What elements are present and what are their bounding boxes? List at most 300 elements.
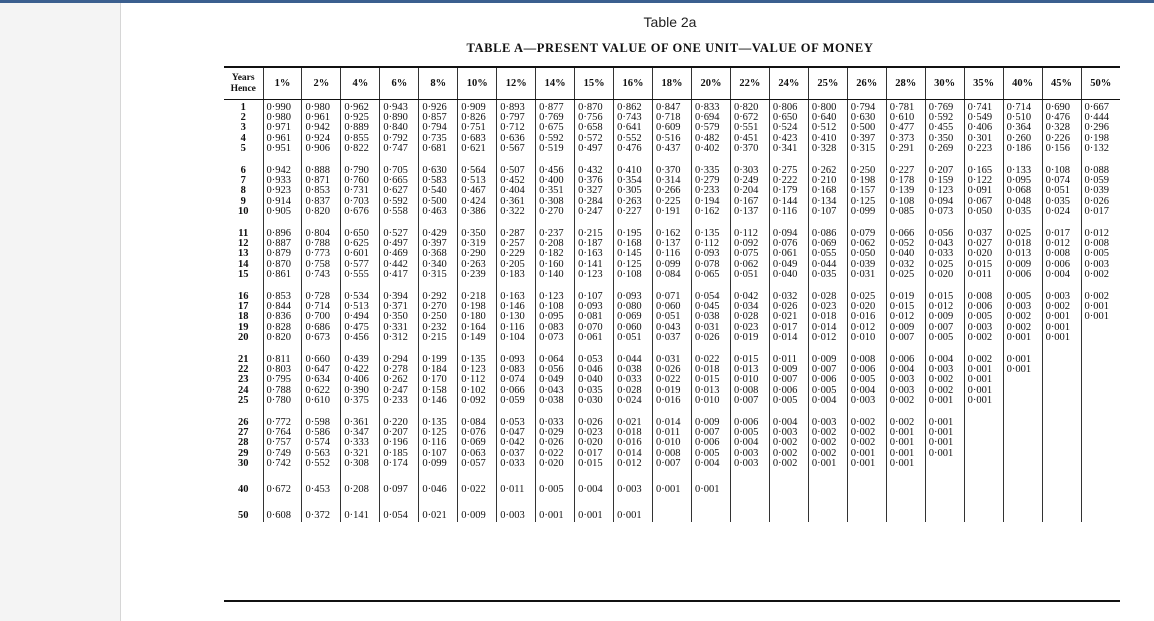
group-spacer: [224, 469, 1120, 482]
value-cell: 0·804: [302, 226, 341, 239]
spacer-cell: [808, 154, 847, 163]
rate-header: 2%: [302, 67, 341, 100]
value-cell: 0·980: [302, 100, 341, 114]
spacer-cell: [263, 406, 302, 415]
value-cell: [1003, 396, 1042, 406]
rate-header: 1%: [263, 67, 302, 100]
value-cell: 0·683: [458, 134, 497, 144]
value-cell: 0·040: [769, 270, 808, 280]
value-cell: 0·108: [1042, 163, 1081, 176]
value-cell: 0·001: [925, 396, 964, 406]
value-cell: 0·116: [497, 323, 536, 333]
value-cell: 0·524: [769, 123, 808, 133]
value-cell: 0·059: [1081, 176, 1120, 186]
table-row: [224, 239, 1120, 249]
table-row: [224, 508, 1120, 521]
value-cell: [964, 482, 1003, 495]
spacer-cell: [458, 343, 497, 352]
value-cell: 0·890: [380, 113, 419, 123]
value-cell: 0·432: [575, 163, 614, 176]
spacer-cell: [769, 406, 808, 415]
value-cell: 0·010: [653, 438, 692, 448]
spacer-cell: [769, 469, 808, 482]
spacer-cell: [1042, 469, 1081, 482]
group-spacer: [224, 154, 1120, 163]
value-cell: 0·741: [964, 100, 1003, 114]
spacer-cell: [769, 154, 808, 163]
value-cell: 0·625: [341, 239, 380, 249]
value-cell: 0·641: [614, 123, 653, 133]
value-cell: 0·672: [263, 482, 302, 495]
spacer-cell: [614, 217, 653, 226]
value-cell: 0·368: [419, 249, 458, 259]
value-cell: 0·051: [614, 333, 653, 343]
value-cell: 0·011: [653, 428, 692, 438]
spacer-cell: [847, 217, 886, 226]
value-cell: 0·237: [536, 226, 575, 239]
value-cell: 0·164: [458, 323, 497, 333]
value-cell: 0·540: [419, 186, 458, 196]
value-cell: 0·003: [964, 323, 1003, 333]
value-cell: 0·760: [341, 176, 380, 186]
table-row: [224, 386, 1120, 396]
value-cell: 0·942: [263, 163, 302, 176]
table-row: [224, 249, 1120, 259]
value-cell: 0·047: [497, 428, 536, 438]
value-cell: [1042, 365, 1081, 375]
value-cell: 0·686: [302, 323, 341, 333]
year-cell: 12: [238, 239, 249, 250]
value-cell: 0·364: [1003, 123, 1042, 133]
value-cell: 0·006: [847, 365, 886, 375]
value-cell: 0·008: [964, 289, 1003, 302]
value-cell: 0·792: [380, 134, 419, 144]
value-cell: 0·099: [653, 260, 692, 270]
value-cell: 0·002: [886, 396, 925, 406]
value-cell: 0·002: [808, 428, 847, 438]
spacer-cell: [380, 469, 419, 482]
value-cell: 0·065: [691, 270, 730, 280]
value-cell: 0·092: [458, 396, 497, 406]
value-cell: 0·583: [419, 176, 458, 186]
value-cell: 0·123: [925, 186, 964, 196]
value-cell: [1081, 323, 1120, 333]
value-cell: 0·870: [575, 100, 614, 114]
value-cell: 0·015: [691, 375, 730, 385]
value-cell: 0·437: [653, 144, 692, 154]
value-cell: 0·008: [1081, 239, 1120, 249]
value-cell: 0·076: [769, 239, 808, 249]
value-cell: 0·062: [847, 239, 886, 249]
value-cell: [730, 482, 769, 495]
value-cell: 0·961: [263, 134, 302, 144]
rate-header: 6%: [380, 67, 419, 100]
spacer-cell: [575, 154, 614, 163]
spacer-cell: [653, 469, 692, 482]
value-cell: 0·249: [730, 176, 769, 186]
spacer-cell: [575, 469, 614, 482]
value-cell: 0·002: [808, 449, 847, 459]
spacer-cell: [380, 406, 419, 415]
value-cell: 0·218: [458, 289, 497, 302]
rate-header: 24%: [769, 67, 808, 100]
value-cell: 0·475: [341, 323, 380, 333]
value-cell: 0·156: [1042, 144, 1081, 154]
value-cell: 0·006: [730, 415, 769, 428]
value-cell: 0·455: [925, 123, 964, 133]
value-cell: 0·031: [847, 270, 886, 280]
value-cell: 0·016: [614, 438, 653, 448]
spacer-cell: [769, 495, 808, 508]
spacer-cell: [497, 469, 536, 482]
spacer-cell: [847, 343, 886, 352]
value-cell: 0·909: [458, 100, 497, 114]
spacer-cell: [925, 154, 964, 163]
value-cell: [964, 415, 1003, 428]
value-cell: 0·893: [497, 100, 536, 114]
value-cell: 0·085: [886, 207, 925, 217]
spacer-cell: [536, 495, 575, 508]
value-cell: 0·577: [341, 260, 380, 270]
value-cell: 0·630: [419, 163, 458, 176]
spacer-cell: [497, 217, 536, 226]
table-row: [224, 197, 1120, 207]
value-cell: 0·439: [341, 352, 380, 365]
value-cell: 0·208: [341, 482, 380, 495]
value-cell: 0·042: [730, 289, 769, 302]
table-caption: Table 2a: [643, 14, 697, 30]
value-cell: 0·469: [380, 249, 419, 259]
value-cell: 0·002: [769, 438, 808, 448]
value-cell: 0·333: [341, 438, 380, 448]
value-cell: 0·756: [575, 113, 614, 123]
value-cell: [964, 438, 1003, 448]
value-cell: 0·005: [1003, 289, 1042, 302]
value-cell: 0·743: [302, 270, 341, 280]
value-cell: 0·622: [302, 386, 341, 396]
value-cell: 0·009: [925, 312, 964, 322]
value-cell: 0·020: [925, 270, 964, 280]
spacer-cell: [1042, 343, 1081, 352]
year-cell: 40: [238, 484, 249, 496]
value-cell: 0·442: [380, 260, 419, 270]
value-cell: 0·207: [380, 428, 419, 438]
value-cell: 0·080: [614, 302, 653, 312]
spacer-cell: [224, 280, 263, 289]
value-cell: 0·046: [575, 365, 614, 375]
years-hence-header: [224, 67, 263, 100]
value-cell: 0·001: [886, 449, 925, 459]
value-cell: 0·373: [886, 134, 925, 144]
value-cell: 0·001: [1042, 333, 1081, 343]
spacer-cell: [1042, 154, 1081, 163]
value-cell: 0·003: [730, 449, 769, 459]
spacer-cell: [769, 217, 808, 226]
spacer-cell: [497, 343, 536, 352]
value-cell: 0·335: [691, 163, 730, 176]
value-cell: 0·002: [769, 449, 808, 459]
value-cell: 0·180: [458, 312, 497, 322]
value-cell: 0·020: [964, 249, 1003, 259]
spacer-cell: [1042, 217, 1081, 226]
value-cell: 0·001: [964, 375, 1003, 385]
value-cell: [1081, 365, 1120, 375]
value-cell: 0·051: [1042, 186, 1081, 196]
value-cell: 0·001: [964, 396, 1003, 406]
year-cell: 50: [238, 510, 249, 522]
value-cell: 0·004: [730, 438, 769, 448]
value-cell: 0·780: [263, 396, 302, 406]
value-cell: 0·262: [380, 375, 419, 385]
value-cell: 0·015: [964, 260, 1003, 270]
value-cell: 0·857: [419, 113, 458, 123]
value-cell: 0·073: [925, 207, 964, 217]
value-cell: 0·081: [575, 312, 614, 322]
value-cell: 0·410: [614, 163, 653, 176]
value-cell: 0·534: [341, 289, 380, 302]
spacer-cell: [1003, 406, 1042, 415]
value-cell: 0·038: [614, 365, 653, 375]
value-cell: 0·053: [575, 352, 614, 365]
spacer-cell: [691, 217, 730, 226]
value-cell: 0·667: [1081, 100, 1120, 114]
value-cell: 0·162: [653, 226, 692, 239]
value-cell: 0·292: [419, 289, 458, 302]
value-cell: 0·001: [925, 428, 964, 438]
rate-header: 16%: [614, 67, 653, 100]
value-cell: [1081, 333, 1120, 343]
spacer-cell: [691, 469, 730, 482]
value-cell: 0·800: [808, 100, 847, 114]
value-cell: 0·266: [653, 186, 692, 196]
value-cell: 0·555: [341, 270, 380, 280]
value-cell: 0·512: [808, 123, 847, 133]
value-cell: 0·757: [263, 438, 302, 448]
rate-header: 14%: [536, 67, 575, 100]
spacer-cell: [925, 217, 964, 226]
value-cell: 0·183: [497, 270, 536, 280]
value-cell: 0·006: [886, 352, 925, 365]
value-cell: 0·001: [808, 459, 847, 469]
value-cell: 0·074: [497, 375, 536, 385]
value-cell: [1003, 386, 1042, 396]
value-cell: 0·006: [769, 386, 808, 396]
value-cell: 0·563: [302, 449, 341, 459]
value-cell: 0·007: [808, 365, 847, 375]
value-cell: 0·500: [419, 197, 458, 207]
value-cell: 0·070: [575, 323, 614, 333]
spacer-cell: [1003, 154, 1042, 163]
value-cell: 0·040: [886, 249, 925, 259]
table-title: TABLE A—PRESENT VALUE OF ONE UNIT—VALUE OF MONEY: [466, 41, 874, 55]
spacer-cell: [497, 280, 536, 289]
value-cell: 0·018: [691, 365, 730, 375]
rate-header: 4%: [341, 67, 380, 100]
value-cell: 0·627: [380, 186, 419, 196]
value-cell: 0·009: [691, 415, 730, 428]
value-cell: 0·146: [497, 302, 536, 312]
value-cell: 0·822: [341, 144, 380, 154]
spacer-cell: [964, 154, 1003, 163]
value-cell: 0·788: [263, 386, 302, 396]
value-cell: [1042, 438, 1081, 448]
value-cell: 0·112: [458, 375, 497, 385]
rate-header: 20%: [691, 67, 730, 100]
value-cell: 0·001: [1003, 333, 1042, 343]
value-cell: [730, 508, 769, 521]
value-cell: 0·015: [886, 302, 925, 312]
value-cell: 0·239: [458, 270, 497, 280]
value-cell: 0·135: [458, 352, 497, 365]
rate-header: 30%: [925, 67, 964, 100]
value-cell: 0·025: [847, 289, 886, 302]
value-cell: 0·083: [497, 365, 536, 375]
spacer-cell: [691, 343, 730, 352]
value-cell: 0·168: [808, 186, 847, 196]
spacer-cell: [886, 406, 925, 415]
rate-header: 22%: [730, 67, 769, 100]
value-cell: 0·579: [691, 123, 730, 133]
value-cell: 0·002: [1081, 289, 1120, 302]
value-cell: 0·840: [380, 123, 419, 133]
value-cell: 0·014: [653, 415, 692, 428]
value-cell: 0·107: [419, 449, 458, 459]
value-cell: 0·269: [925, 144, 964, 154]
value-cell: 0·163: [575, 249, 614, 259]
table-row: [224, 163, 1120, 176]
value-cell: 0·728: [302, 289, 341, 302]
value-cell: [1042, 482, 1081, 495]
spacer-cell: [925, 343, 964, 352]
spacer-cell: [458, 154, 497, 163]
value-cell: 0·012: [1042, 239, 1081, 249]
value-cell: 0·676: [341, 207, 380, 217]
table-row: [224, 260, 1120, 270]
value-cell: 0·552: [302, 459, 341, 469]
value-cell: 0·003: [925, 365, 964, 375]
value-cell: 0·005: [964, 312, 1003, 322]
value-cell: 0·044: [614, 352, 653, 365]
spacer-cell: [1003, 343, 1042, 352]
value-cell: [964, 449, 1003, 459]
value-cell: 0·094: [769, 226, 808, 239]
value-cell: 0·942: [302, 123, 341, 133]
table-row: [224, 375, 1120, 385]
group-spacer: [224, 217, 1120, 226]
spacer-cell: [224, 469, 263, 482]
value-cell: 0·004: [1042, 270, 1081, 280]
spacer-cell: [847, 469, 886, 482]
spacer-cell: [1003, 469, 1042, 482]
value-cell: 0·017: [575, 449, 614, 459]
table-row: [224, 226, 1120, 239]
value-cell: 0·229: [497, 249, 536, 259]
spacer-cell: [380, 343, 419, 352]
value-cell: 0·386: [458, 207, 497, 217]
value-cell: 0·004: [808, 396, 847, 406]
value-cell: 0·592: [380, 197, 419, 207]
value-cell: 0·795: [263, 375, 302, 385]
spacer-cell: [536, 154, 575, 163]
year-cell: 27: [238, 428, 249, 439]
year-cell: 14: [238, 259, 249, 270]
value-cell: 0·870: [263, 260, 302, 270]
value-cell: 0·002: [1003, 312, 1042, 322]
year-cell: 1: [240, 102, 246, 113]
value-cell: 0·971: [263, 123, 302, 133]
value-cell: 0·084: [458, 415, 497, 428]
value-cell: 0·742: [263, 459, 302, 469]
value-cell: 0·926: [419, 100, 458, 114]
value-cell: 0·008: [730, 386, 769, 396]
value-cell: 0·196: [380, 438, 419, 448]
value-cell: 0·705: [380, 163, 419, 176]
value-cell: 0·833: [691, 100, 730, 114]
value-cell: 0·049: [536, 375, 575, 385]
value-cell: 0·022: [536, 449, 575, 459]
value-cell: 0·018: [808, 312, 847, 322]
value-cell: 0·025: [886, 270, 925, 280]
value-cell: 0·037: [964, 226, 1003, 239]
value-cell: 0·650: [769, 113, 808, 123]
value-cell: 0·095: [1003, 176, 1042, 186]
table-row: [224, 113, 1120, 123]
spacer-cell: [302, 406, 341, 415]
year-cell: 18: [238, 312, 249, 323]
table-row: [224, 270, 1120, 280]
value-cell: 0·060: [614, 323, 653, 333]
value-cell: 0·002: [808, 438, 847, 448]
value-cell: 0·141: [575, 260, 614, 270]
value-cell: 0·016: [653, 396, 692, 406]
value-cell: 0·097: [380, 482, 419, 495]
value-cell: [1042, 386, 1081, 396]
value-cell: 0·198: [1081, 134, 1120, 144]
value-cell: 0·769: [536, 113, 575, 123]
value-cell: 0·011: [964, 270, 1003, 280]
value-cell: 0·452: [497, 176, 536, 186]
value-cell: 0·167: [730, 197, 769, 207]
spacer-cell: [341, 154, 380, 163]
value-cell: 0·001: [653, 482, 692, 495]
value-cell: 0·009: [808, 352, 847, 365]
value-cell: 0·410: [808, 134, 847, 144]
value-cell: 0·028: [808, 289, 847, 302]
value-cell: 0·001: [847, 459, 886, 469]
value-cell: 0·747: [380, 144, 419, 154]
value-cell: [808, 482, 847, 495]
spacer-cell: [302, 343, 341, 352]
value-cell: 0·001: [1081, 302, 1120, 312]
value-cell: 0·003: [730, 459, 769, 469]
year-cell: 17: [238, 302, 249, 313]
value-cell: 0·301: [964, 134, 1003, 144]
value-cell: 0·023: [575, 428, 614, 438]
value-cell: 0·417: [380, 270, 419, 280]
value-cell: 0·476: [1042, 113, 1081, 123]
value-cell: [886, 482, 925, 495]
value-cell: 0·002: [925, 386, 964, 396]
value-cell: 0·026: [1081, 197, 1120, 207]
value-cell: 0·675: [536, 123, 575, 133]
value-cell: 0·043: [536, 386, 575, 396]
value-cell: [1003, 375, 1042, 385]
spacer-cell: [691, 495, 730, 508]
group-spacer: [224, 343, 1120, 352]
value-cell: 0·871: [302, 176, 341, 186]
value-cell: 0·012: [614, 459, 653, 469]
value-cell: 0·451: [730, 134, 769, 144]
